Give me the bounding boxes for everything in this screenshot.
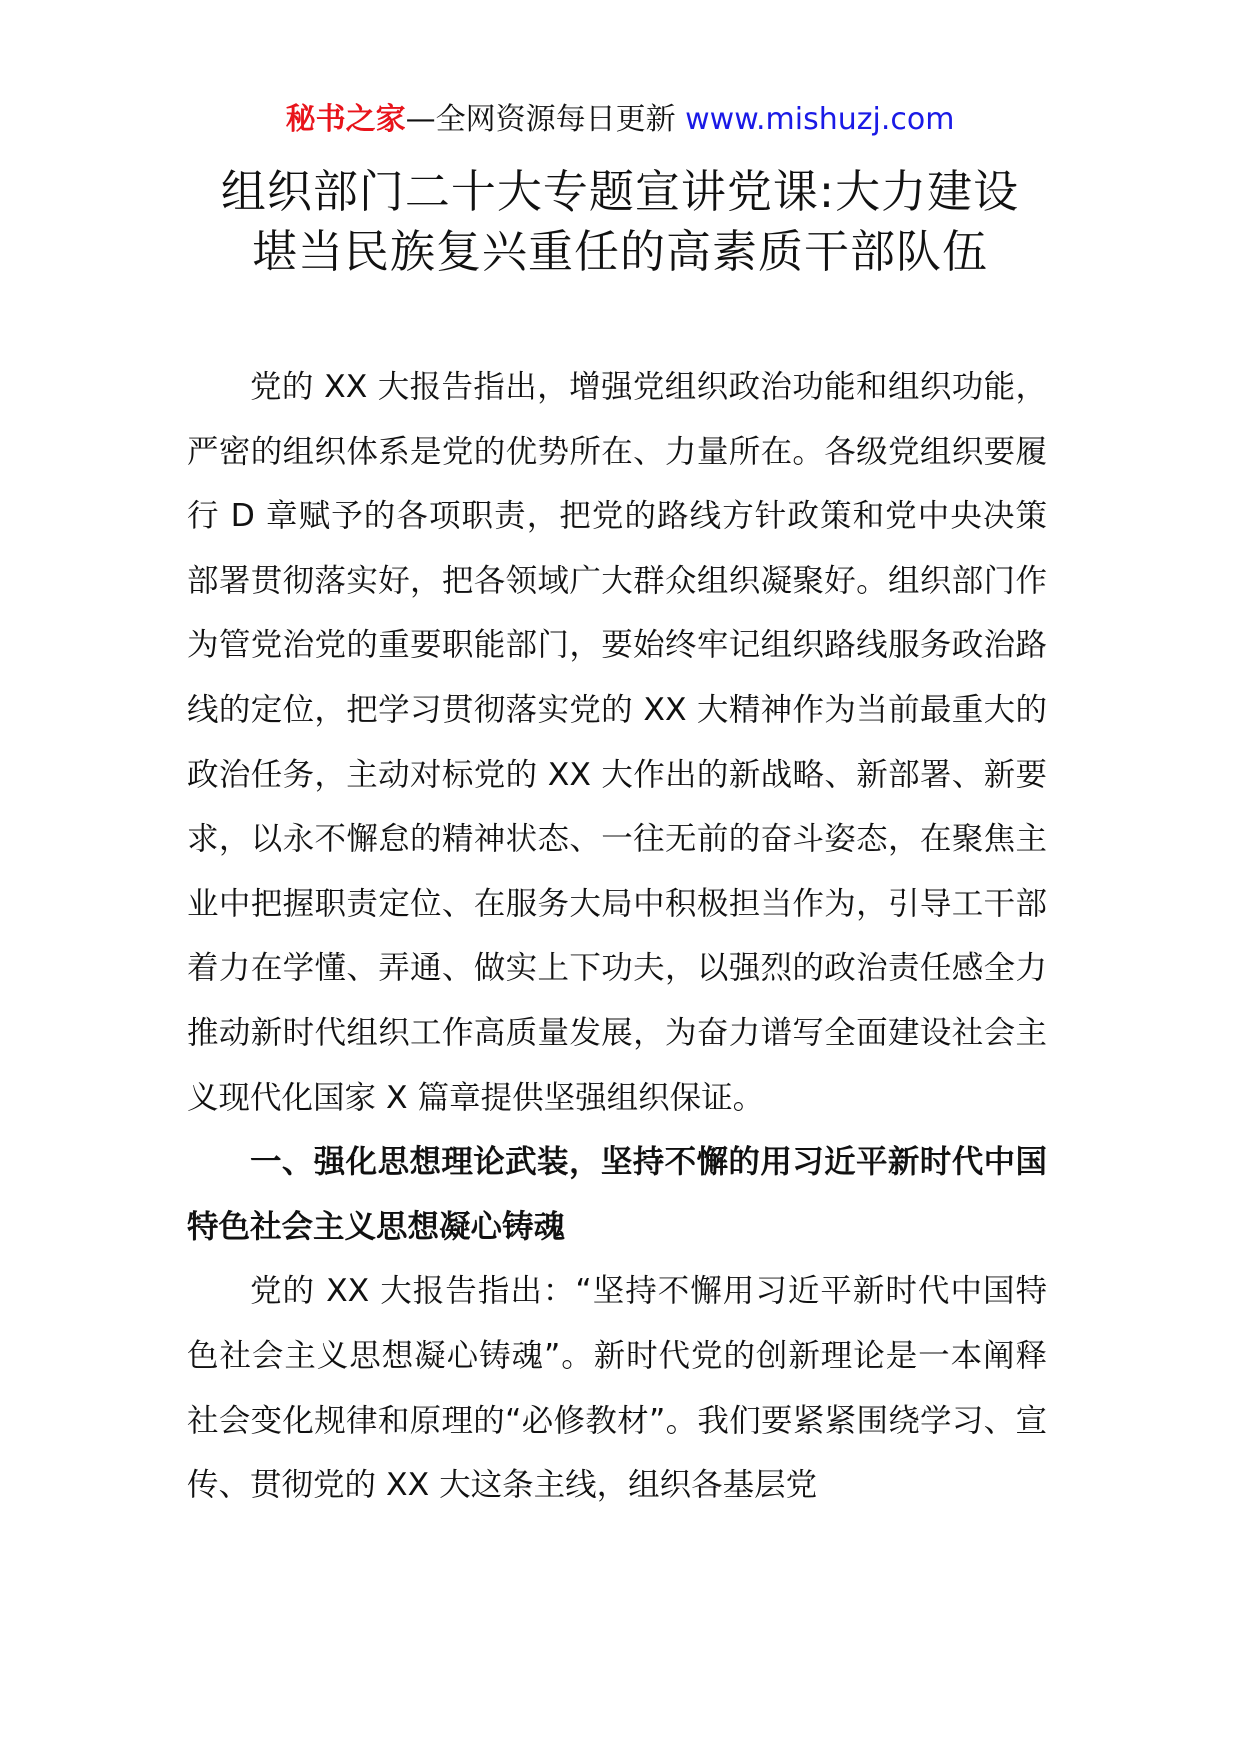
watermark-header — [0, 100, 1240, 140]
site-tagline: —全网资源每日更新 — [405, 102, 686, 137]
site-url[interactable]: www.mishuzj.com — [685, 102, 955, 137]
site-name: 秘书之家 — [285, 102, 406, 137]
document-title — [0, 162, 1240, 282]
title-line-2: 堪当民族复兴重任的高素质干部队伍 — [251, 225, 988, 278]
paragraph: 党的 XX 大报告指出：“坚持不懈用习近平新时代中国特色社会主义思想凝心铸魂”。新时代党的创新理论是一本阐释社会变化规律和原理的“必修教材”。我们要紧紧围绕学习、宣传、贯彻党的 XX 大这条主线，组织各基层党 — [187, 1273, 1047, 1504]
section-heading: 一、强化思想理论武装，坚持不懈的用习近平新时代中国特色社会主义思想凝心铸魂 — [187, 1144, 1047, 1245]
paragraph: 党的 XX 大报告指出，增强党组织政治功能和组织功能，严密的组织体系是党的优势所在、力量所在。各级党组织要履行 D 章赋予的各项职责，把党的路线方针政策和党中央决策部署贯彻落实好，把各领域广大群众组织凝聚好。组织部门作为管党治党的重要职能部门，要始终牢记组织路线服务政治路线的定位，把学习贯彻落实党的 XX 大精神作为当前最重大的政治任务，主动对标党的 XX 大作出的新战略、新部署、新要求，以永不懈怠的精神状态、一往无前的奋斗姿态，在聚焦主业中把握职责定位、在服务大局中积极担当作为，引导工干部着力在学懂、弄通、做实上下功夫，以强烈的政治责任感全力推动新时代组织工作高质量发展，为奋力谱写全面建设社会主义现代化国家 X 篇章提供坚强组织保证。 — [187, 369, 1047, 1116]
document-body — [187, 355, 1047, 1518]
title-line-1: 组织部门二十大专题宣讲党课:大力建设 — [220, 165, 1020, 218]
